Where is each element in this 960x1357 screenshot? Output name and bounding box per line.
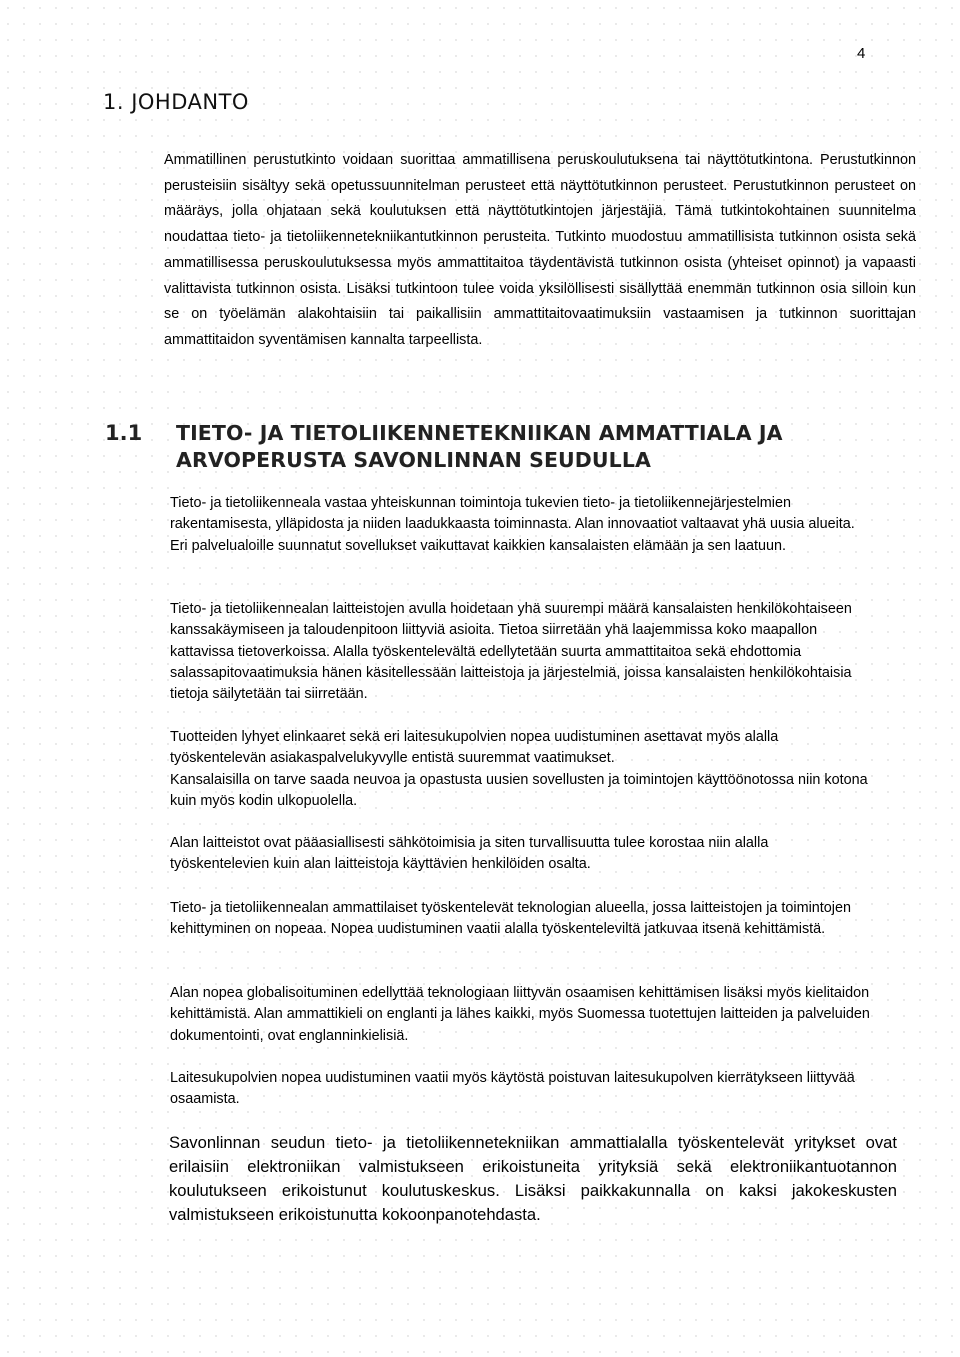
body-paragraph: Laitesukupolvien nopea uudistuminen vaatii myös käytöstä poistuvan laitesukupolven kierrätykseen liittyvää osaamista. (170, 1070, 855, 1108)
body-paragraph: Alan nopea globalisoituminen edellyttää teknologiaan liittyvän osaamisen kehittämisen lisäksi myös kielitaidon kehittämistä. Alan ammattikieli on englanti ja lähes kaikki, myös Suomessa tuotettujen laitteiden ja palveluiden dokumentointi, ovat englanninkielisiä. (170, 985, 870, 1044)
body-paragraph: Tieto- ja tietoliikennealan ammattilaiset työskentelevät teknologian alueella, jossa laitteistojen ja toimintojen kehittyminen on nopeaa. Nopea uudistuminen vaatii alalla työskenteleviltä jatkuvaa itsenä kehittämistä. (170, 900, 852, 938)
page-number: 4 (857, 45, 866, 62)
section-number: 1.1 (105, 421, 143, 445)
body-paragraph: Tieto- ja tietoliikenneala vastaa yhteiskunnan toimintoja tukevien tieto- ja tietoliikennejärjestelmien rakentamisesta, ylläpidosta ja niiden laadukkaasta toiminnasta. Alan innovaatiot valtaavat yhä uusia alueita. Eri palvelualoille suunnatut sovellukset vaikuttavat kaikkien kansalaisten elämään ja sen laatuun. (170, 495, 855, 554)
chapter-heading: 1. JOHDANTO (103, 90, 249, 114)
intro-paragraph: Ammatillinen perustutkinto voidaan suorittaa ammatillisena peruskoulutuksena tai näyttötutkintona. Perustutkinnon perusteisiin sisältyy sekä opetussuunnitelman perusteet että näyttötutkinnon perusteet. Perustutkinnon perusteet on määräys, jolla ohjataan sekä koulutuksen että näyttötutkintojen järjestäjiä. Tämä tutkintokohtainen suunnitelma noudattaa tieto- ja tietoliikennetekniikantutkinnon perusteita. Tutkinto muodostuu ammatillisista tutkinnon osista sekä ammatillisessa peruskoulutuksessa myös ammattitaitoa täydentävistä tutkinnon osista (yhteiset opinnot) ja vapaasti valittavista tutkinnon osista. Lisäksi tutkintoon tulee voida yksilöllisesti sisällyttää enemmän tutkinnon osia silloin kun se on työelämän alakohtaisiin tai paikallisiin ammattitaitovaatimuksiin vastaamisen ja tutkinnon suorittajan ammattitaidon syventämisen kannalta tarpeellista. (164, 152, 916, 348)
body-paragraph: Tieto- ja tietoliikennealan laitteistojen avulla hoidetaan yhä suurempi määrä kansalaisten henkilökohtaiseen kanssakäymiseen ja taloudenpitoon liittyviä asioita. Tietoa siirretään yhä laajemmissa koko maapallon kattavissa tietoverkoissa. Alalla työskentelevältä edellytetään suurta ammattitaitoa sekä ehdottomia salassapitovaatimuksia hänen käsitellessään laitteistoja ja järjestelmiä, joissa kansalaisten henkilökohtaisia tietoja säilytetään tai siirretään. (170, 601, 852, 703)
closing-paragraph: Savonlinnan seudun tieto- ja tietoliikennetekniikan ammattialalla työskentelevät yritykset ovat erilaisiin elektroniikan valmistukseen erikoistuneita yrityksiä sekä elektroniikantuotannon koulutukseen erikoistunut koulutuskeskus. Lisäksi paikkakunnalla on kaksi jakokeskusten valmistukseen erikoistunutta kokoonpanotehdasta. (169, 1133, 897, 1224)
body-paragraph: Tuotteiden lyhyet elinkaaret sekä eri laitesukupolvien nopea uudistuminen asettavat myös alalla työskentelevän asiakaspalvelukyvylle entistä suuremmat vaatimukset. Kansalaisilla on tarve saada neuvoa ja opastusta uusien sovellusten ja toimintojen käyttöönotossa niin kotona kuin myös kodin ulkopuolella. (170, 729, 868, 809)
body-paragraph: Alan laitteistot ovat pääasiallisesti sähkötoimisia ja siten turvallisuutta tulee korostaa niin alalla työskentelevien kuin alan laitteistoja käyttävien henkilöiden osalta. (170, 835, 769, 873)
section-heading: TIETO- JA TIETOLIIKENNETEKNIIKAN AMMATTIALA JA ARVOPERUSTA SAVONLINNAN SEUDULLA (176, 421, 783, 472)
